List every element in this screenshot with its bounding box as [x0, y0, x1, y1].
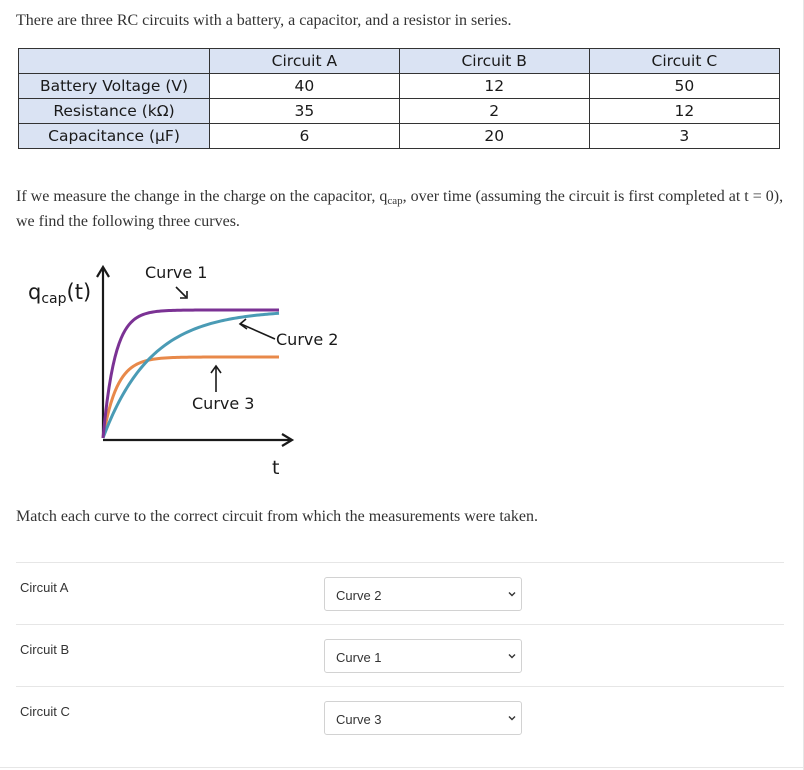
- curve-2-line: [103, 313, 279, 438]
- row-label-capacitance: Capacitance (μF): [19, 124, 210, 149]
- table-row-voltage: [19, 74, 780, 99]
- table-cell: 12: [399, 74, 589, 99]
- table-cell: 6: [210, 124, 400, 149]
- chevron-down-icon: [507, 713, 517, 723]
- table-header-circuit-a: Circuit A: [210, 49, 400, 74]
- curve-select-circuit-a[interactable]: [324, 577, 522, 611]
- match-label-circuit-b: Circuit B: [20, 642, 70, 657]
- table-cell: 40: [210, 74, 400, 99]
- match-instruction: Match each curve to the correct circuit from which the measurements were taken.: [16, 508, 538, 525]
- table-header-blank: [19, 49, 210, 74]
- match-row-circuit-c: [16, 686, 784, 748]
- row-label-voltage: Battery Voltage (V): [19, 74, 210, 99]
- curve-2-pointer-arrow-icon: [240, 319, 247, 329]
- match-label-circuit-a: Circuit A: [20, 580, 69, 595]
- x-axis-label: t: [272, 457, 280, 479]
- curve-2-label: Curve 2: [276, 330, 339, 349]
- page-bottom-divider: [0, 767, 804, 768]
- table-cell: 3: [589, 124, 779, 149]
- curve-select-circuit-c[interactable]: [324, 701, 522, 735]
- matching-rows: [16, 562, 784, 748]
- select-value: Curve 3: [336, 712, 382, 727]
- charge-curves-graph: [0, 255, 360, 485]
- circuit-parameters-table: [18, 48, 780, 149]
- match-row-circuit-b: [16, 624, 784, 686]
- table-cell: 12: [589, 99, 779, 124]
- table-cell: 50: [589, 74, 779, 99]
- table-row-capacitance: [19, 124, 780, 149]
- curve-select-circuit-b[interactable]: [324, 639, 522, 673]
- match-row-circuit-a: [16, 562, 784, 624]
- paragraph-part-1: If we measure the change in the charge on the capacitor, q: [16, 188, 388, 205]
- paragraph-subscript: cap: [387, 195, 403, 207]
- table-cell: 20: [399, 124, 589, 149]
- measurement-paragraph: [16, 184, 786, 234]
- table-header-circuit-b: Circuit B: [399, 49, 589, 74]
- row-label-resistance: Resistance (kΩ): [19, 99, 210, 124]
- y-axis-label: qcap(t): [28, 280, 92, 307]
- table-header-row: [19, 49, 780, 74]
- table-row-resistance: [19, 99, 780, 124]
- intro-text: There are three RC circuits with a battery, a capacitor, and a resistor in series.: [16, 12, 512, 29]
- paragraph-part-2: , over time (assuming the circuit is first completed at t = 0), we find the following three curves.: [16, 188, 784, 230]
- chevron-down-icon: [507, 589, 517, 599]
- select-value: Curve 1: [336, 650, 382, 665]
- curve-1-label: Curve 1: [145, 263, 208, 282]
- match-label-circuit-c: Circuit C: [20, 704, 70, 719]
- curve-3-label: Curve 3: [192, 394, 255, 413]
- select-value: Curve 2: [336, 588, 382, 603]
- curve-1-pointer: [176, 287, 186, 297]
- table-cell: 35: [210, 99, 400, 124]
- table-header-circuit-c: Circuit C: [589, 49, 779, 74]
- table-cell: 2: [399, 99, 589, 124]
- curve-2-pointer: [241, 324, 275, 339]
- chevron-down-icon: [507, 651, 517, 661]
